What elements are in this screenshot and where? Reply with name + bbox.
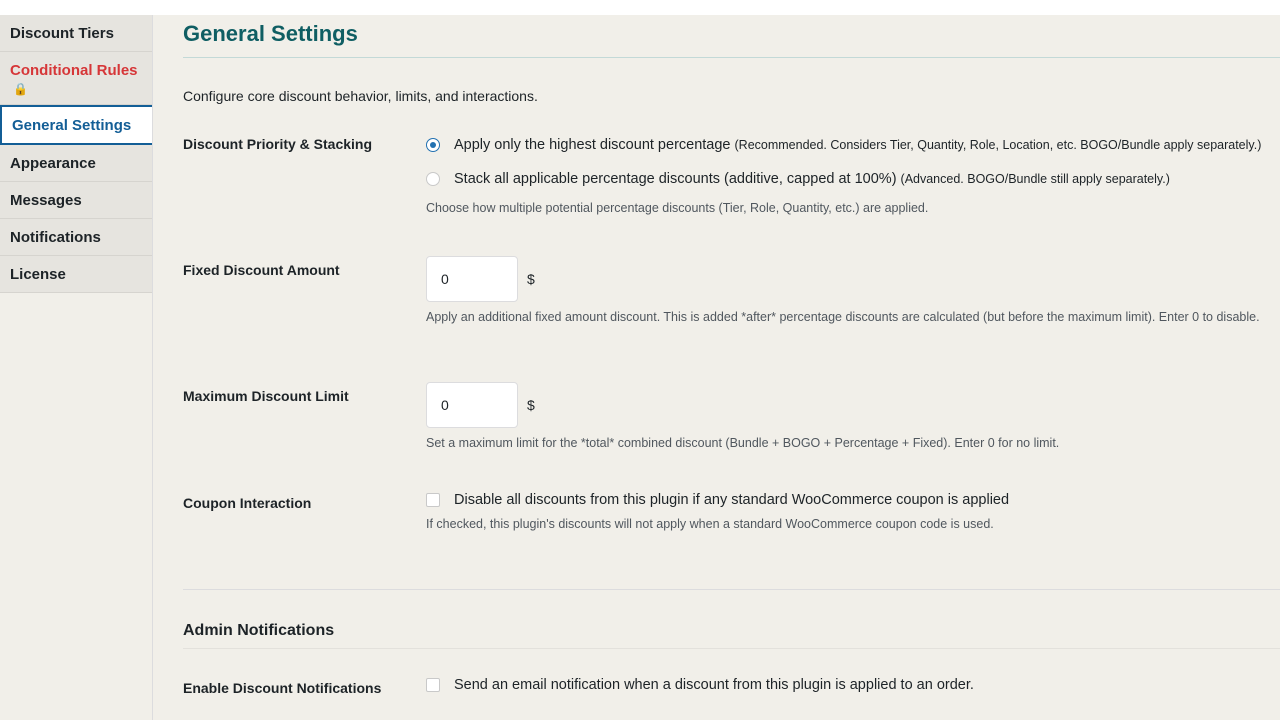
option-label: Apply only the highest discount percentage (454, 137, 731, 153)
radio-highest[interactable] (426, 138, 440, 152)
maxlimit-description: Set a maximum limit for the *total* combined discount (Bundle + BOGO + Percentage + Fixed). Enter 0 for no limit. (426, 436, 1060, 450)
currency-unit: $ (527, 397, 535, 413)
priority-field (426, 133, 1280, 218)
coupon-label: Coupon Interaction (183, 495, 312, 511)
page-title: General Settings (183, 15, 1280, 58)
maxlimit-field (426, 382, 1280, 453)
priority-option-stack[interactable] (426, 167, 1280, 191)
admin-notifications-title: Admin Notifications (183, 622, 335, 639)
section-divider (183, 589, 1280, 590)
sidebar-item-general-settings[interactable] (0, 105, 152, 145)
currency-unit: $ (527, 271, 535, 287)
option-label: Stack all applicable percentage discounts (additive, capped at 100%) (454, 171, 897, 187)
sidebar-item-conditional-rules[interactable] (0, 52, 152, 105)
settings-main (183, 15, 1280, 720)
coupon-description: If checked, this plugin's discounts will not apply when a standard WooCommerce coupon code is used. (426, 517, 994, 531)
coupon-checkbox-label: Disable all discounts from this plugin if any standard WooCommerce coupon is applied (454, 492, 1010, 508)
notifications-checkbox[interactable] (426, 678, 440, 692)
option-note: (Advanced. BOGO/Bundle still apply separately.) (900, 172, 1170, 186)
sidebar-item-label: License (10, 266, 66, 283)
sidebar-item-label: Messages (10, 192, 82, 209)
max-limit-input[interactable] (426, 382, 518, 428)
sidebar-item-label: Discount Tiers (10, 25, 114, 42)
subsection-divider (183, 648, 1280, 649)
settings-sidebar (0, 15, 153, 720)
coupon-checkbox[interactable] (426, 493, 440, 507)
priority-description: Choose how multiple potential percentage discounts (Tier, Role, Quantity, etc.) are applied. (426, 201, 929, 215)
fixed-description: Apply an additional fixed amount discount. This is added *after* percentage discounts are calculated (but before the maximum limit). Enter 0 to disable. (426, 310, 1260, 324)
enable-notifications-field (426, 673, 1280, 697)
sidebar-item-license[interactable] (0, 256, 152, 293)
sidebar-nav (0, 15, 152, 293)
priority-option-highest[interactable] (426, 133, 1280, 157)
sidebar-item-label: Notifications (10, 229, 101, 246)
maxlimit-input-wrap (426, 382, 1280, 428)
fixed-field (426, 256, 1280, 327)
notifications-option[interactable] (426, 673, 1280, 697)
lock-icon: 🔒 (13, 82, 28, 96)
sidebar-item-messages[interactable] (0, 182, 152, 219)
enable-notifications-label: Enable Discount Notifications (183, 680, 382, 696)
fixed-amount-input[interactable] (426, 256, 518, 302)
top-strip (0, 0, 1280, 15)
coupon-field (426, 488, 1280, 534)
maxlimit-label: Maximum Discount Limit (183, 388, 349, 404)
priority-label: Discount Priority & Stacking (183, 136, 373, 152)
option-note: (Recommended. Considers Tier, Quantity, Role, Location, etc. BOGO/Bundle apply separately.) (734, 138, 1262, 152)
fixed-label: Fixed Discount Amount (183, 262, 340, 278)
radio-stack[interactable] (426, 172, 440, 186)
sidebar-item-notifications[interactable] (0, 219, 152, 256)
fixed-input-wrap (426, 256, 1280, 302)
page-intro: Configure core discount behavior, limits, and interactions. (183, 88, 538, 104)
notifications-checkbox-label: Send an email notification when a discount from this plugin is applied to an order. (454, 677, 974, 693)
sidebar-item-discount-tiers[interactable] (0, 15, 152, 52)
coupon-option[interactable] (426, 488, 1280, 512)
sidebar-item-label: Conditional Rules (10, 62, 138, 79)
sidebar-item-appearance[interactable] (0, 145, 152, 182)
sidebar-item-label: Appearance (10, 155, 96, 172)
sidebar-item-label: General Settings (12, 117, 132, 134)
